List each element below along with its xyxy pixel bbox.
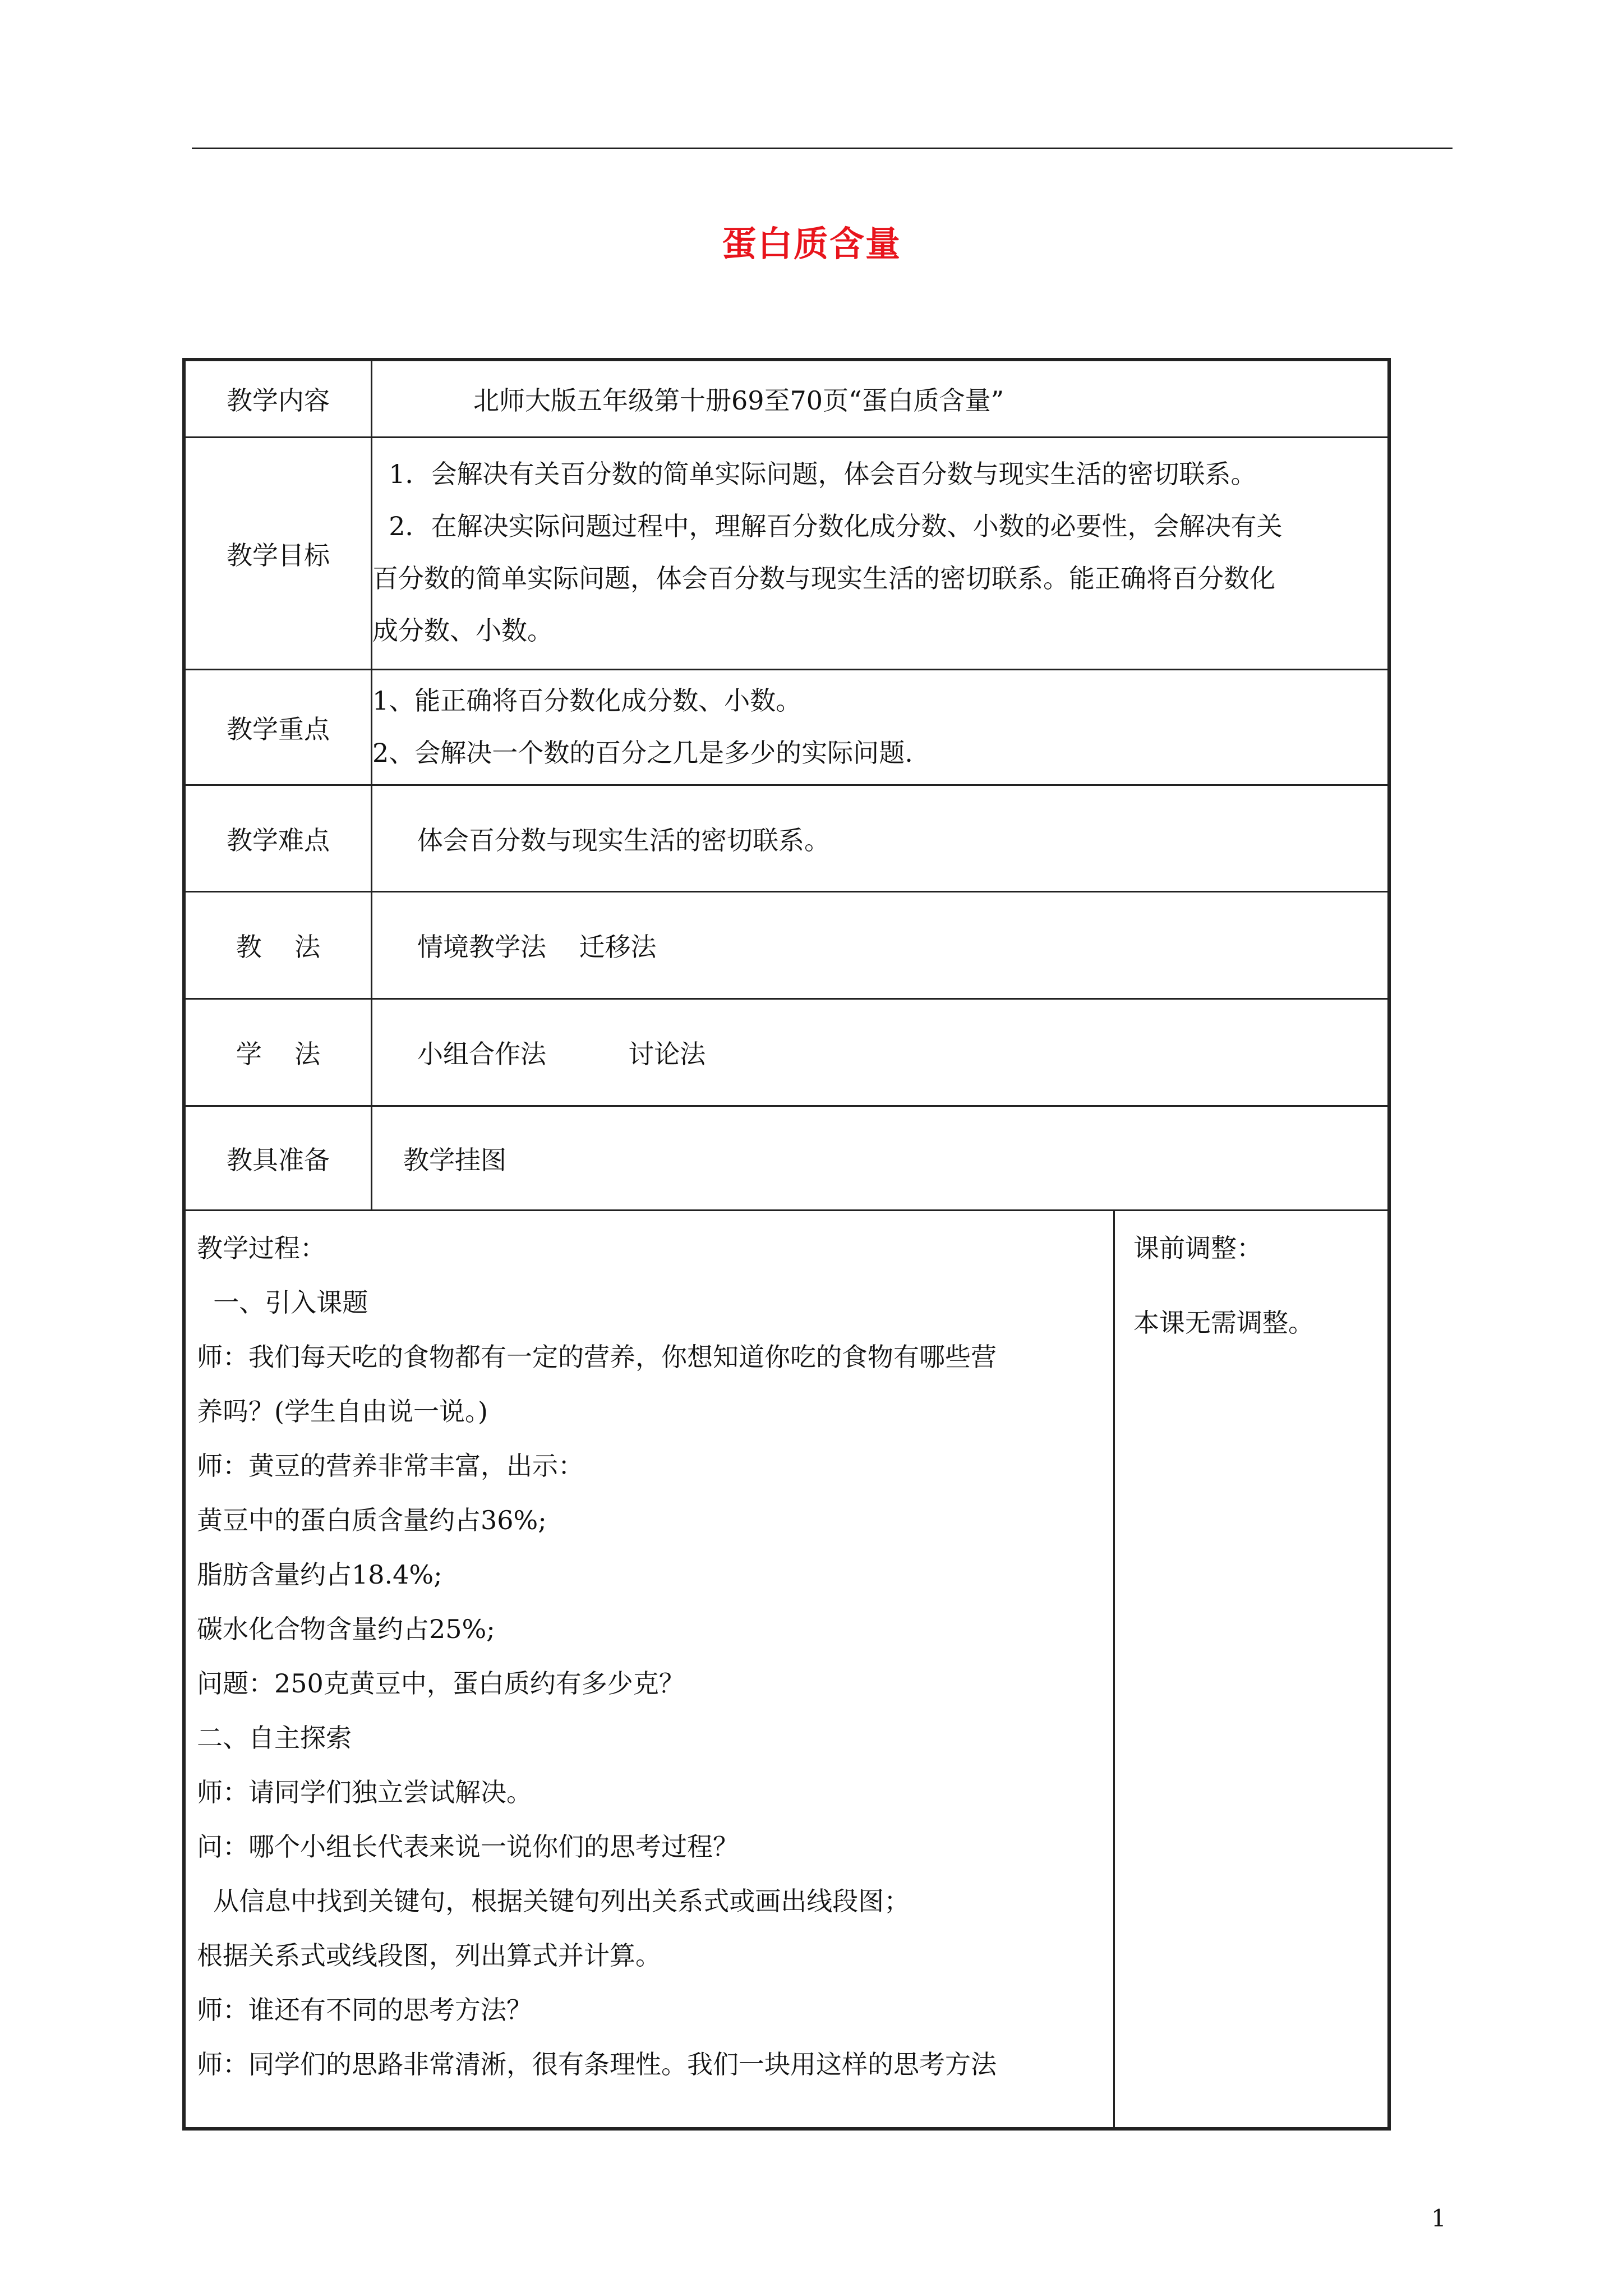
row-value-difficulty: 体会百分数与现实生活的密切联系。 [417,825,830,855]
row-tools [186,1107,1387,1211]
row-value-content: 北师大版五年级第十册69至70页“蛋白质含量” [473,385,1004,416]
process-line: 师：谁还有不同的思考方法？ [197,1995,532,2025]
process-line: 问：哪个小组长代表来说一说你们的思考过程？ [197,1832,739,1862]
adjustment-note: 本课无需调整。 [1133,1308,1314,1338]
row-label-difficulty: 教学难点 [186,786,372,891]
row-value-key [372,670,1387,784]
process-line: 根据关系式或线段图，列出算式并计算。 [197,1940,661,1971]
goal-line: 百分数的简单实际问题，体会百分数与现实生活的密切联系。能正确将百分数化 [372,563,1275,593]
row-value-goal [372,438,1387,669]
row-label-key: 教学重点 [186,670,372,784]
row-study [186,1000,1387,1107]
row-label-study: 学 法 [186,1000,372,1105]
process-line: 师：同学们的思路非常清淅，很有条理性。我们一块用这样的思考方法 [197,2049,997,2079]
page-title: 蛋白质含量 [721,223,901,264]
process-line: 师：我们每天吃的食物都有一定的营养，你想知道你吃的食物有哪些营 [197,1342,997,1372]
row-label-tools: 教具准备 [186,1107,372,1209]
process-line: 师：请同学们独立尝试解决。 [197,1777,532,1807]
key-line: 1、能正确将百分数化成分数、小数。 [372,685,802,716]
row-goal [186,438,1387,670]
process-line: 一、引入课题 [197,1287,368,1318]
process-line: 教学过程： [197,1233,326,1263]
row-difficulty [186,786,1387,892]
teaching-process-cell [186,1211,1115,2127]
process-line: 养吗？(学生自由说一说。) [197,1396,488,1427]
process-line: 从信息中找到关键句，根据关键句列出关系式或画出线段图； [197,1886,910,1916]
key-line: 2、会解决一个数的百分之几是多少的实际问题. [372,738,913,768]
row-value-tools: 教学挂图 [403,1144,506,1175]
process-line: 问题：250克黄豆中，蛋白质约有多少克？ [197,1668,685,1699]
process-line: 二、自主探索 [197,1723,352,1753]
row-key [186,670,1387,786]
row-label-method: 教 法 [186,892,372,998]
row-content [186,361,1387,438]
row-value-method: 情境教学法 迁移法 [417,932,657,962]
goal-line: 成分数、小数。 [372,615,553,646]
row-method [186,892,1387,1000]
goal-line: 1．会解决有关百分数的简单实际问题，体会百分数与现实生活的密切联系。 [372,459,1257,489]
process-line: 碳水化合物含量约占25%; [197,1614,495,1644]
row-label-goal: 教学目标 [186,438,372,669]
header-rule [192,148,1453,149]
row-value-study: 小组合作法 讨论法 [417,1039,706,1069]
row-label-content: 教学内容 [186,361,372,436]
pre-class-adjustment-cell [1115,1211,1387,2127]
page-number: 1 [1431,2205,1446,2232]
goal-line: 2．在解决实际问题过程中，理解百分数化成分数、小数的必要性，会解决有关 [372,511,1283,541]
adjustment-heading: 课前调整： [1133,1233,1262,1263]
process-line: 黄豆中的蛋白质含量约占36%; [197,1505,547,1535]
lesson-plan-table [182,358,1391,2131]
process-line: 师：黄豆的营养非常丰富，出示： [197,1451,584,1481]
process-line: 脂肪含量约占18.4%; [197,1559,442,1590]
